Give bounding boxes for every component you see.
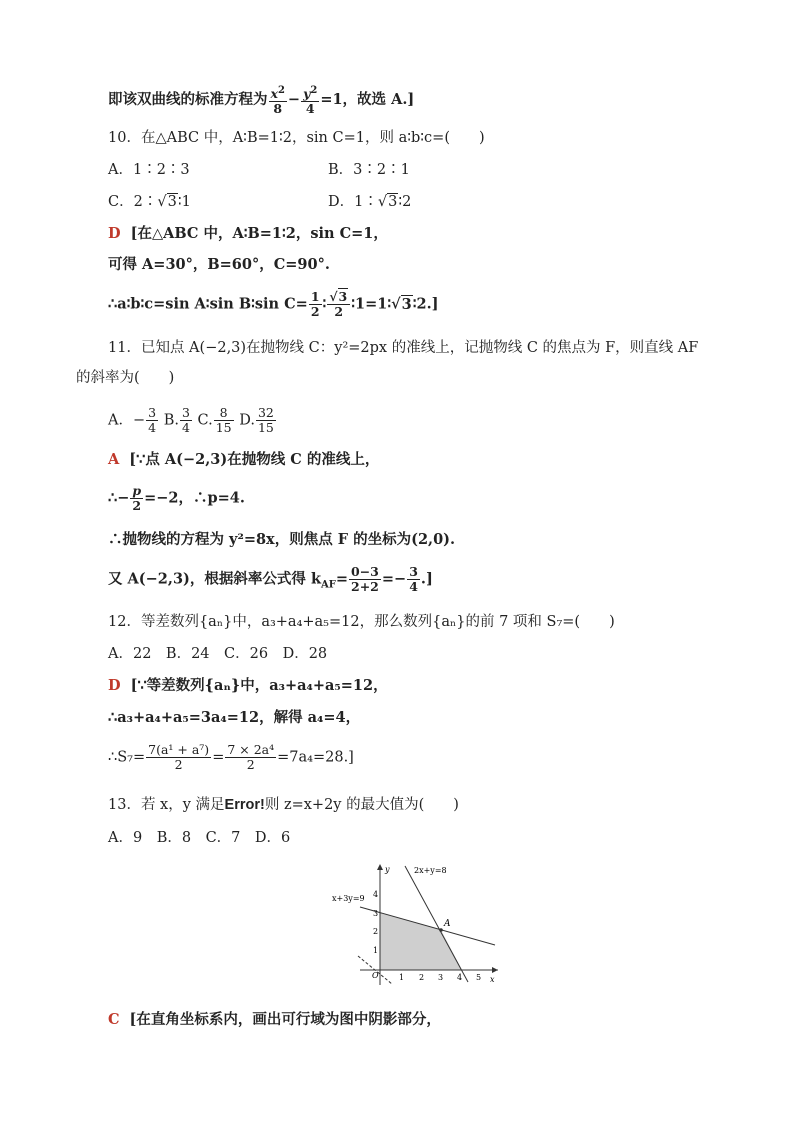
answer-badge: D xyxy=(108,677,121,694)
feasible-region-graph xyxy=(330,860,510,990)
q11-options: A．− $\frac{3}{4}$ B. $\frac{3}{4}$ C. $\frac{8}{15}$ D. $\frac{32}{15}$ xyxy=(108,405,274,435)
point-a xyxy=(439,928,443,932)
q11-solution-4: 又 A(−2,3)，根据斜率公式得 $k_{AF}=$ $\frac{0-3}{2+2}$ =− $\frac{3}{4}$ .] xyxy=(108,564,433,594)
q11-stem-1: 11．已知点 A(−2,3)在抛物线 C：y²=2px 的准线上，记抛物线 C 的焦点为 F，则直线 AF xyxy=(108,340,699,356)
hyperbola-conclusion xyxy=(108,84,414,116)
q12-solution-2: ∴a₃+a₄+a₅=3a₄=12，解得 a₄=4， xyxy=(108,709,361,726)
x-tick-4: 4 xyxy=(457,973,463,982)
line-x-3y-9-label: x+3y=9 xyxy=(332,894,365,903)
origin-label: O xyxy=(372,971,379,980)
text: 即该双曲线的标准方程为 xyxy=(108,91,268,109)
q10-option-d: D．1∶√3∶2 xyxy=(328,194,412,210)
y-axis-label: y xyxy=(385,865,390,874)
q11-solution-1: A [∵点 A(−2,3)在抛物线 C 的准线上， xyxy=(108,451,380,468)
y-tick-1: 1 xyxy=(373,946,379,955)
q11-solution-2: ∴− $\frac{p}{2}$ =−2，∴p=4. xyxy=(108,483,245,513)
answer-badge: C xyxy=(108,1011,120,1028)
text: =1，故选 A.] xyxy=(320,91,415,109)
q12-options: A．22 B．24 C．26 D．28 xyxy=(108,646,328,662)
q10-solution-3: ∴a∶b∶c=sin A∶sin B∶sin C= $\frac{1}{2}$ ∶ $\frac{√3}{2}$ ∶1=1∶√3∶2.] xyxy=(108,289,439,319)
y-axis-arrow xyxy=(377,864,383,870)
x-axis-label: x xyxy=(490,975,495,984)
x-tick-5: 5 xyxy=(476,973,482,982)
q10-stem: 10．在△ABC 中，A∶B=1∶2，sin C=1，则 a∶b∶c=( ) xyxy=(108,130,485,146)
y-tick-3: 3 xyxy=(373,909,379,918)
q11-stem-2: 的斜率为( ) xyxy=(76,370,175,386)
q12-solution-1: D [∵等差数列{aₙ}中，a₃+a₄+a₅=12， xyxy=(108,677,388,694)
answer-badge: D xyxy=(108,225,121,242)
answer-badge: A xyxy=(108,451,120,468)
text: − xyxy=(287,91,301,109)
q10-solution-2: 可得 A=30°，B=60°，C=90°. xyxy=(108,256,330,273)
point-a-label: A xyxy=(444,919,451,929)
fraction: $\frac{y^2}{4}$ xyxy=(303,85,318,117)
q12-stem: 12．等差数列{aₙ}中，a₃+a₄+a₅=12，那么数列{aₙ}的前 7 项和 S₇=( ) xyxy=(108,614,615,630)
error-text: Error! xyxy=(224,797,265,813)
q13-stem: 13．若 x，y 满足Error!则 z=x+2y 的最大值为( ) xyxy=(108,797,459,813)
y-tick-2: 2 xyxy=(373,927,379,936)
y-tick-4: 4 xyxy=(373,890,379,899)
q10-option-a: A．1∶2∶3 xyxy=(108,162,190,178)
q10-solution-1: D [在△ABC 中，A∶B=1∶2，sin C=1， xyxy=(108,225,388,242)
q11-solution-3: ∴抛物线的方程为 y²=8x，则焦点 F 的坐标为(2,0). xyxy=(108,531,456,548)
q13-solution-1: C [在直角坐标系内，画出可行域为图中阴影部分， xyxy=(108,1011,441,1028)
line-2x-y-8-label: 2x+y=8 xyxy=(414,866,447,875)
x-tick-1: 1 xyxy=(399,973,405,982)
x-tick-3: 3 xyxy=(438,973,444,982)
x-axis-arrow xyxy=(492,967,498,973)
x-tick-2: 2 xyxy=(419,973,425,982)
q13-options: A．9 B．8 C．7 D．6 xyxy=(108,830,291,846)
q10-option-b: B．3∶2∶1 xyxy=(328,162,410,178)
fraction: $\frac{x^2}{8}$ xyxy=(270,85,285,117)
q10-option-c: C．2∶√3∶1 xyxy=(108,194,191,210)
q12-solution-3: ∴S₇= $\frac{\text{7(a¹ + a⁷)}}{2}$ = $\frac{\text{7 × 2a⁴}}{2}$ =7a₄=28.] xyxy=(108,742,354,772)
